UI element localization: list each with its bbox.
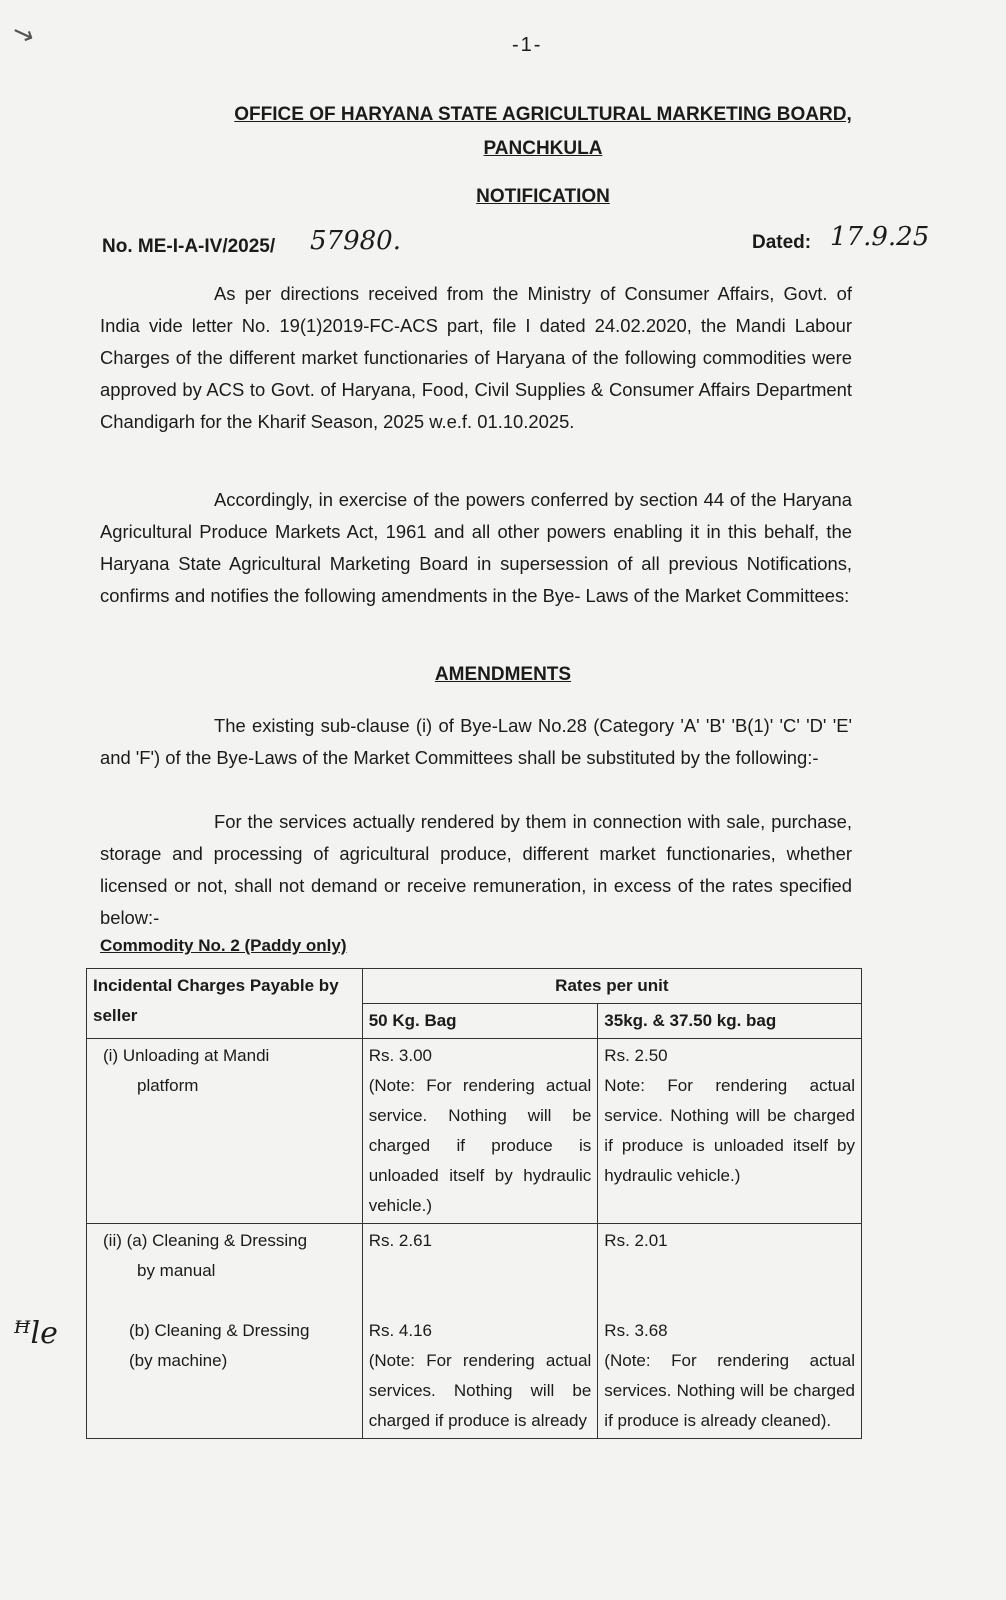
handwritten-reference-number: 57980. <box>310 226 401 256</box>
table-row <box>87 1039 862 1224</box>
amendments-heading: AMENDMENTS <box>434 664 572 685</box>
table-row <box>87 1224 862 1439</box>
notification-title: NOTIFICATION <box>476 186 610 207</box>
rate-unloading-50kg: Rs. 3.00 (Note: For rendering actual service. Nothing will be charged if produce is unloaded itself by hydraulic vehicle.) <box>362 1039 598 1224</box>
charges-table <box>86 968 862 1439</box>
paragraph-substitution: The existing sub-clause (i) of Bye-Law No.28 (Category 'A' 'B' 'B(1)' 'C' 'D' 'E' and 'F') of the Bye-Laws of the Market Committees shall be substituted by the following:- <box>100 715 852 768</box>
corner-mark-icon: ↘ <box>7 15 39 51</box>
paragraph-directions: As per directions received from the Ministry of Consumer Affairs, Govt. of India vide letter No. 19(1)2019-FC-ACS part, file I dated 24.02.2020, the Mandi Labour Charges of the different market functionaries of Haryana of the following commodities were approved by ACS to Govt. of Haryana, Food, Civil Supplies & Consumer Affairs Department Chandigarh for the Kharif Season, 2025 w.e.f. 01.10.2025. <box>100 283 852 432</box>
paragraph-powers: Accordingly, in exercise of the powers conferred by section 44 of the Haryana Agricultural Produce Markets Act, 1961 and all other powers enabling it in this behalf, the Haryana State Agricultural Marketing Board in supersession of all previous Notifications, confirms and notifies the following amendments in the Bye- Laws of the Market Committees: <box>100 489 852 606</box>
row-label-cleaning: (ii) (a) Cleaning & Dressing by manual (b) Cleaning & Dressing (by machine) <box>87 1224 363 1439</box>
margin-initials-signature: ꟸle <box>14 1316 58 1351</box>
row-label-unloading: (i) Unloading at Mandi platform <box>87 1039 363 1224</box>
rate-cleaning-50kg: Rs. 2.61 Rs. 4.16 (Note: For rendering actual services. Nothing will be charged if produce is already <box>362 1224 598 1439</box>
col-header-rates: Rates per unit <box>362 969 861 1004</box>
office-title: OFFICE OF HARYANA STATE AGRICULTURAL MARKETING BOARD, <box>234 104 852 125</box>
handwritten-date: 17.9.25 <box>830 222 930 252</box>
rate-unloading-35kg: Rs. 2.50 Note: For rendering actual service. Nothing will be charged if produce is unloaded itself by hydraulic vehicle.) <box>598 1039 862 1224</box>
col-header-incidental-charges: Incidental Charges Payable by seller <box>87 969 363 1039</box>
commodity-heading: Commodity No. 2 (Paddy only) <box>100 936 347 955</box>
paragraph-services: For the services actually rendered by them in connection with sale, purchase, storage and processing of agricultural produce, different market functionaries, whether licensed or not, shall not demand or receive remuneration, in excess of the rates specified below:- <box>100 811 852 928</box>
table-header-row <box>87 969 862 1004</box>
col-header-50kg: 50 Kg. Bag <box>362 1004 598 1039</box>
rate-cleaning-35kg: Rs. 2.01 Rs. 3.68 (Note: For rendering actual services. Nothing will be charged if produce is already cleaned). <box>598 1224 862 1439</box>
dated-label: Dated: <box>752 232 812 253</box>
office-location: PANCHKULA <box>483 138 603 159</box>
col-header-35kg: 35kg. & 37.50 kg. bag <box>598 1004 862 1039</box>
page-number: -1- <box>512 34 543 56</box>
reference-number-label: No. ME-I-A-IV/2025/ <box>102 236 276 257</box>
